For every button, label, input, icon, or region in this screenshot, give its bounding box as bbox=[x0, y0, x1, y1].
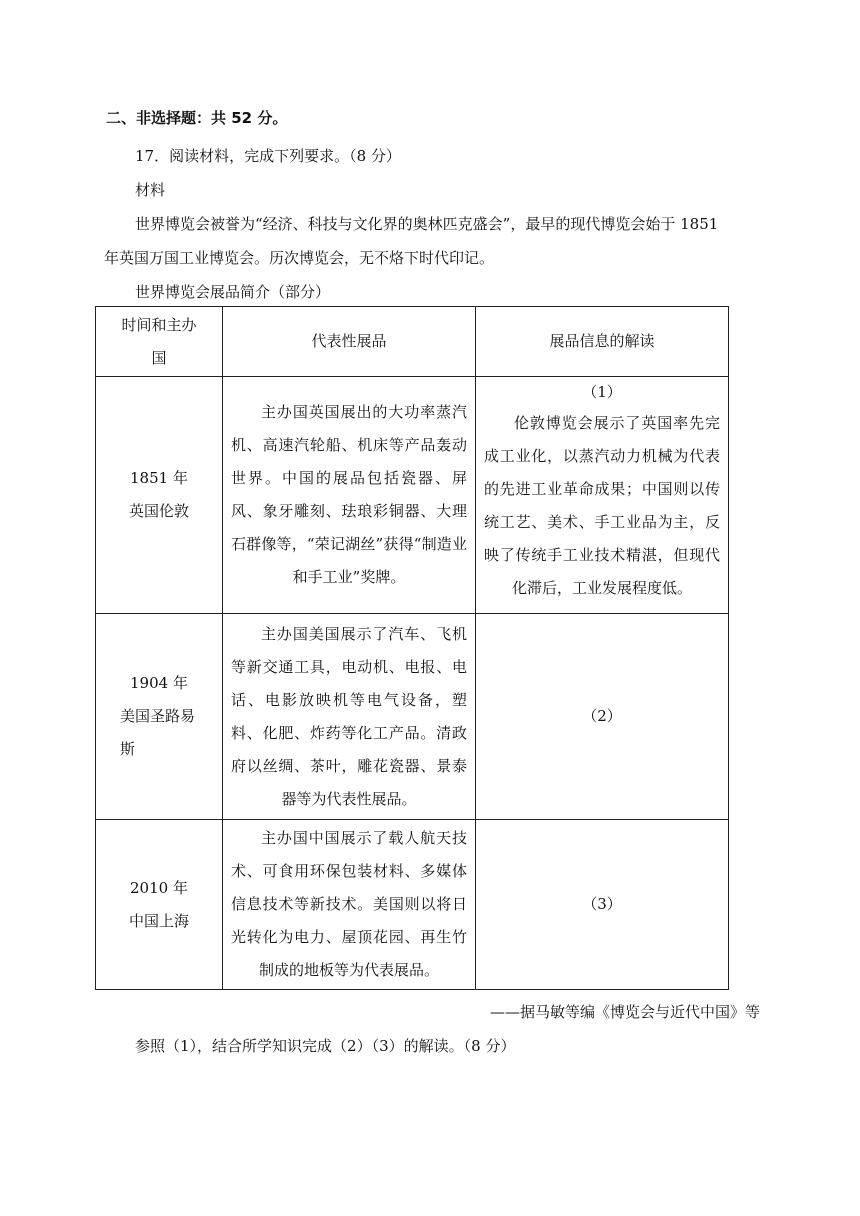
header-interpretation: 展品信息的解读 bbox=[476, 307, 729, 377]
row-mark: （3） bbox=[582, 895, 622, 913]
row-interpretation bbox=[476, 614, 729, 820]
task-prompt: 参照（1），结合所学知识完成（2）（3）的解读。（8 分） bbox=[135, 1037, 516, 1055]
row-interpretation bbox=[476, 820, 729, 990]
row-time-host bbox=[96, 614, 223, 820]
table-row bbox=[96, 377, 729, 614]
row-exhibits: 主办国中国展示了载人航天技术、可食用环保包装材料、多媒体信息技术等新技术。美国则以将日光转化为电力、屋顶花园、再生竹制成的地板等为代表展品。 bbox=[223, 820, 476, 990]
row-exhibits: 主办国英国展出的大功率蒸汽机、高速汽轮船、机床等产品轰动世界。中国的展品包括瓷器、屏风、象牙雕刻、珐琅彩铜器、大理石群像等，“荣记湖丝”获得“制造业和手工业”奖牌。 bbox=[223, 377, 476, 614]
row-year: 1851 年 bbox=[130, 469, 188, 487]
question-prompt: 17．阅读材料，完成下列要求。（8 分） bbox=[135, 147, 401, 165]
row-year: 2010 年 bbox=[130, 878, 188, 897]
row-interpretation-text: 伦敦博览会展示了英国率先完成工业化，以蒸汽动力机械为代表的先进工业革命成果；中国则以传统工艺、美术、手工业品为主，反映了传统手工业技术精湛，但现代化滞后，工业发展程度低。 bbox=[484, 414, 720, 597]
row-time-host bbox=[96, 377, 223, 614]
row-place: 中国上海 bbox=[128, 911, 189, 930]
row-year: 1904 年 bbox=[130, 674, 188, 692]
row-exhibits: 主办国美国展示了汽车、飞机等新交通工具，电动机、电报、电话、电影放映机等电气设备，塑料、化肥、炸药等化工产品。清政府以丝绸、茶叶，雕花瓷器、景泰器等为代表性展品。 bbox=[223, 614, 476, 820]
table-row bbox=[96, 820, 729, 990]
row-mark: （2） bbox=[582, 707, 622, 725]
row-time-host bbox=[96, 820, 223, 990]
row-interpretation bbox=[476, 377, 729, 614]
table-header-row bbox=[96, 307, 729, 377]
row-place: 美国圣路易斯 bbox=[120, 707, 196, 758]
table-row bbox=[96, 614, 729, 820]
row-mark: （1） bbox=[582, 383, 622, 401]
source-citation: ——据马敏等编《博览会与近代中国》等 bbox=[489, 1003, 760, 1021]
material-label: 材料 bbox=[135, 181, 166, 199]
exhibits-table bbox=[95, 306, 729, 990]
intro-line-2: 年英国万国工业博览会。历次博览会，无不烙下时代印记。 bbox=[104, 249, 495, 267]
header-exhibits: 代表性展品 bbox=[223, 307, 476, 377]
row-place: 英国伦敦 bbox=[128, 502, 189, 520]
intro-line-1: 世界博览会被誉为“经济、科技与文化界的奥林匹克盛会”，最早的现代博览会始于 1851 bbox=[135, 215, 719, 233]
table-caption: 世界博览会展品简介（部分） bbox=[135, 283, 331, 301]
section-heading: 二、非选择题：共 52 分。 bbox=[106, 109, 288, 127]
header-time-host: 时间和主办国 bbox=[96, 307, 223, 377]
